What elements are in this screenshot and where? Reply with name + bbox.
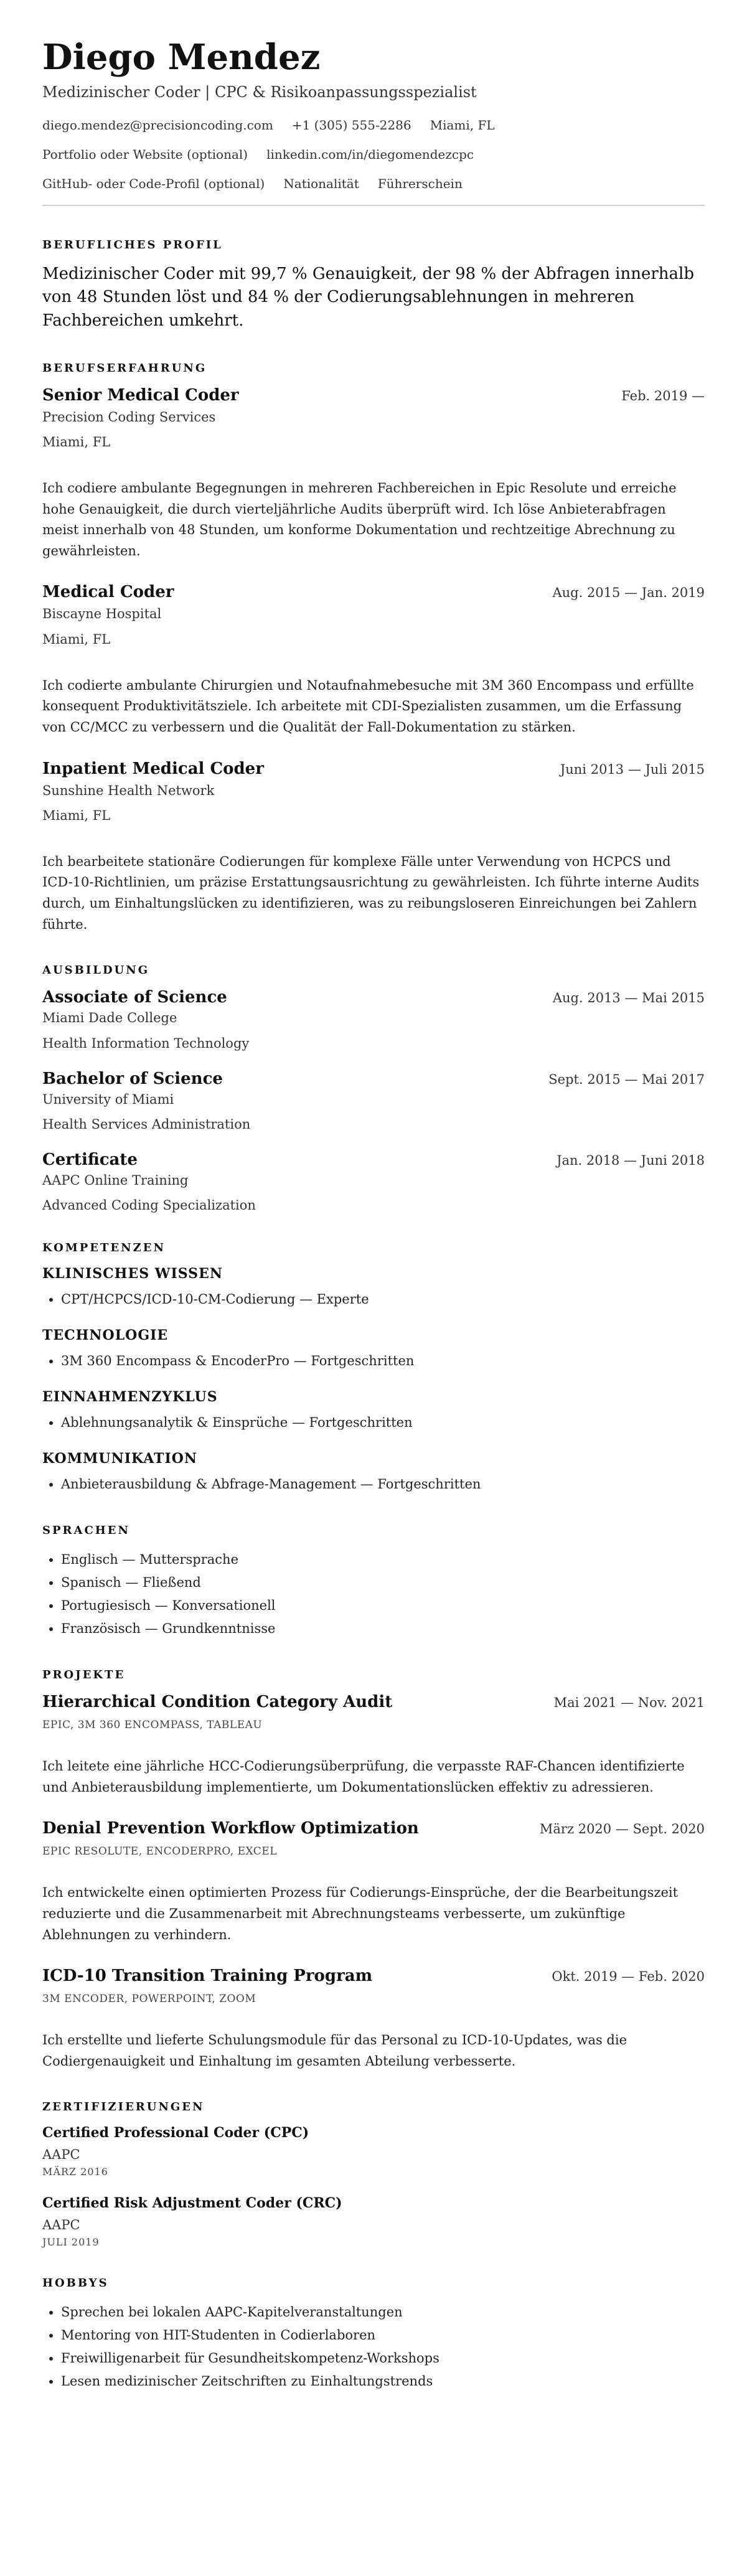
candidate-headline: Medizinischer Coder | CPC & Risikoanpassungsspezialist: [42, 83, 477, 101]
certification-entry: [42, 2125, 705, 2178]
job-title: Inpatient Medical Coder: [42, 759, 264, 778]
certification-date: MÄRZ 2016: [42, 2166, 108, 2178]
skill-category-name: EINNAHMENZYKLUS: [42, 1388, 218, 1405]
section-title: ZERTIFIZIERUNGEN: [42, 2100, 205, 2114]
job-company: Precision Coding Services: [42, 409, 216, 425]
education-dates: Sept. 2015 — Mai 2017: [548, 1071, 705, 1087]
project-entry: [42, 1693, 705, 1798]
section-title: HOBBYS: [42, 2277, 109, 2290]
job-dates: Juni 2013 — Juli 2015: [560, 761, 705, 777]
job-company: Sunshine Health Network: [42, 783, 215, 798]
skill-category: [42, 1327, 705, 1373]
project-tech: EPIC RESOLUTE, ENCODERPRO, EXCEL: [42, 1845, 277, 1858]
skill-category: [42, 1266, 705, 1311]
contact-nationality: Nationalität: [283, 176, 359, 191]
contact-row-3: [42, 176, 705, 192]
education-entry: [42, 1150, 705, 1213]
education-entry: [42, 1069, 705, 1132]
resume-header: [42, 39, 705, 192]
section-title: AUSBILDUNG: [42, 964, 150, 977]
project-tech: 3M ENCODER, POWERPOINT, ZOOM: [42, 1993, 256, 2006]
certification-name: Certified Professional Coder (CPC): [42, 2125, 309, 2141]
education-section: [42, 964, 705, 1213]
education-dates: Jan. 2018 — Juni 2018: [557, 1152, 705, 1168]
project-entry: [42, 1819, 705, 1945]
certifications-section: [42, 2100, 705, 2248]
experience-section: [42, 362, 705, 936]
job-title: Medical Coder: [42, 583, 174, 602]
experience-entry: [42, 386, 705, 562]
contact-row-1: [42, 117, 705, 134]
project-dates: Okt. 2019 — Feb. 2020: [552, 1969, 705, 1985]
experience-entry: [42, 583, 705, 738]
skill-category-name: KLINISCHES WISSEN: [42, 1266, 223, 1282]
job-description: Ich codiere ambulante Begegnungen in mehreren Fachbereichen in Epic Resolute und erreiche hohe Genauigkeit, die durch vierteljährliche Audits überprüft wird. Ich löse Anbieterabfragen meist innerhalb von 48 Stunden, um konforme Dokumentation und rechtzeitige Abrechnung zu gewährleisten.: [42, 481, 677, 558]
project-tech: EPIC, 3M 360 ENCOMPASS, TABLEAU: [42, 1719, 263, 1732]
certification-issuer: AAPC: [42, 2217, 80, 2233]
field-of-study: Health Services Administration: [42, 1116, 251, 1132]
school-name: University of Miami: [42, 1091, 174, 1107]
skill-item: • Ablehnungsanalytik & Einsprüche — Fortgeschritten: [61, 1411, 705, 1434]
contact-linkedin[interactable]: linkedin.com/in/diegomendezcpc: [266, 146, 474, 162]
header-divider: [42, 205, 705, 206]
job-description: Ich bearbeitete stationäre Codierungen für komplexe Fälle unter Verwendung von HCPCS und ICD-10-Richtlinien, um präzise Erstattungsausrichtung zu gewährleisten. Ich führte interne Audits durch, um Einhaltungslücken zu identifizieren, was zu reibungsloseren Einreichungen bei Zahlern führte.: [42, 853, 700, 932]
degree-title: Associate of Science: [42, 988, 227, 1007]
skill-item: • CPT/HCPCS/ICD-10-CM-Codierung — Experte: [61, 1288, 705, 1311]
project-dates: März 2020 — Sept. 2020: [539, 1822, 705, 1837]
project-name: Denial Prevention Workflow Optimization: [42, 1819, 419, 1838]
contact-phone[interactable]: +1 (305) 555-2286: [291, 117, 411, 133]
candidate-name: Diego Mendez: [42, 37, 321, 78]
project-description: Ich erstellte und lieferte Schulungsmodule für das Personal zu ICD-10-Updates, was die Codiergenauigkeit und Einhaltung im gesamten Abteilung verbesserte.: [42, 2033, 627, 2069]
languages-section: [42, 1524, 705, 1640]
contact-github[interactable]: GitHub- oder Code-Profil (optional): [42, 176, 265, 191]
language-item: • Spanisch — Fließend: [61, 1571, 705, 1594]
skills-section: [42, 1241, 705, 1495]
hobbies-section: [42, 2277, 705, 2392]
section-title: SPRACHEN: [42, 1524, 130, 1538]
field-of-study: Advanced Coding Specialization: [42, 1198, 256, 1213]
job-location: Miami, FL: [42, 807, 111, 823]
hobby-item: • Freiwilligenarbeit für Gesundheitskompetenz-Workshops: [61, 2347, 705, 2370]
profile-section: [42, 238, 705, 333]
certification-issuer: AAPC: [42, 2147, 80, 2163]
profile-summary: Medizinischer Coder mit 99,7 % Genauigkeit, der 98 % der Abfragen innerhalb von 48 Stunden löst und 84 % der Codierungsablehnungen in mehreren Fachbereichen umkehrt.: [42, 264, 694, 330]
language-item: • Französisch — Grundkenntnisse: [61, 1617, 705, 1640]
hobby-item: • Sprechen bei lokalen AAPC-Kapitelveranstaltungen: [61, 2301, 705, 2324]
skill-category-name: KOMMUNIKATION: [42, 1450, 198, 1467]
skill-category-name: TECHNOLOGIE: [42, 1327, 169, 1343]
section-title: KOMPETENZEN: [42, 1241, 166, 1255]
school-name: Miami Dade College: [42, 1010, 177, 1026]
project-entry: [42, 1967, 705, 2072]
field-of-study: Health Information Technology: [42, 1035, 250, 1051]
project-description: Ich entwickelte einen optimierten Prozess für Codierungs-Einsprüche, der die Bearbeitungszeit reduzierte und die Zusammenarbeit mit Abrechnungsteams verbesserte, um zukünftige Ablehnungen zu verhindern.: [42, 1885, 679, 1942]
project-dates: Mai 2021 — Nov. 2021: [553, 1695, 705, 1711]
skill-item: • Anbieterausbildung & Abfrage-Management — Fortgeschritten: [61, 1473, 705, 1496]
education-entry: [42, 988, 705, 1050]
experience-entry: [42, 759, 705, 936]
school-name: AAPC Online Training: [42, 1172, 189, 1188]
skill-category: [42, 1450, 705, 1496]
hobby-item: • Lesen medizinischer Zeitschriften zu Einhaltungstrends: [61, 2370, 705, 2393]
skill-item: • 3M 360 Encompass & EncoderPro — Fortgeschritten: [61, 1350, 705, 1373]
certification-name: Certified Risk Adjustment Coder (CRC): [42, 2195, 342, 2212]
degree-title: Certificate: [42, 1150, 138, 1169]
project-name: ICD-10 Transition Training Program: [42, 1967, 373, 1986]
contact-row-2: [42, 146, 705, 163]
certification-entry: [42, 2195, 705, 2248]
project-name: Hierarchical Condition Category Audit: [42, 1693, 393, 1712]
section-title: PROJEKTE: [42, 1668, 126, 1682]
contact-location: Miami, FL: [430, 117, 495, 133]
skill-category: [42, 1389, 705, 1434]
language-item: • Englisch — Muttersprache: [61, 1548, 705, 1571]
job-dates: Aug. 2015 — Jan. 2019: [552, 585, 705, 601]
projects-section: [42, 1668, 705, 2072]
contact-license: Führerschein: [377, 176, 463, 191]
hobby-item: • Mentoring von HIT-Studenten in Codierlaboren: [61, 2324, 705, 2347]
section-title: BERUFSERFAHRUNG: [42, 361, 207, 375]
job-location: Miami, FL: [42, 435, 111, 449]
project-description: Ich leitete eine jährliche HCC-Codierungsüberprüfung, die verpasste RAF-Chancen identifizierte und Anbieterausbildung implementierte, um Dokumentationslücken effektiv zu adressieren.: [42, 1759, 685, 1795]
contact-portfolio[interactable]: Portfolio oder Website (optional): [42, 146, 248, 162]
job-company: Biscayne Hospital: [42, 606, 162, 622]
contact-email[interactable]: diego.mendez@precisioncoding.com: [42, 117, 273, 133]
education-dates: Aug. 2013 — Mai 2015: [552, 990, 705, 1006]
job-description: Ich codierte ambulante Chirurgien und Notaufnahmebesuche mit 3M 360 Encompass und erfüllte konsequent Produktivitätsziele. Ich arbeitete mit CDI-Spezialisten zusammen, um die Erfassung von CC/MCC zu verbessern und die Qualität der Fall-Dokumentation zu stärken.: [42, 677, 694, 735]
job-location: Miami, FL: [42, 631, 111, 647]
job-dates: Feb. 2019 —: [621, 388, 705, 403]
degree-title: Bachelor of Science: [42, 1069, 223, 1088]
job-title: Senior Medical Coder: [42, 385, 239, 405]
certification-date: JULI 2019: [42, 2236, 100, 2249]
section-title: BERUFLICHES PROFIL: [42, 238, 223, 251]
language-item: • Portugiesisch — Konversationell: [61, 1594, 705, 1617]
